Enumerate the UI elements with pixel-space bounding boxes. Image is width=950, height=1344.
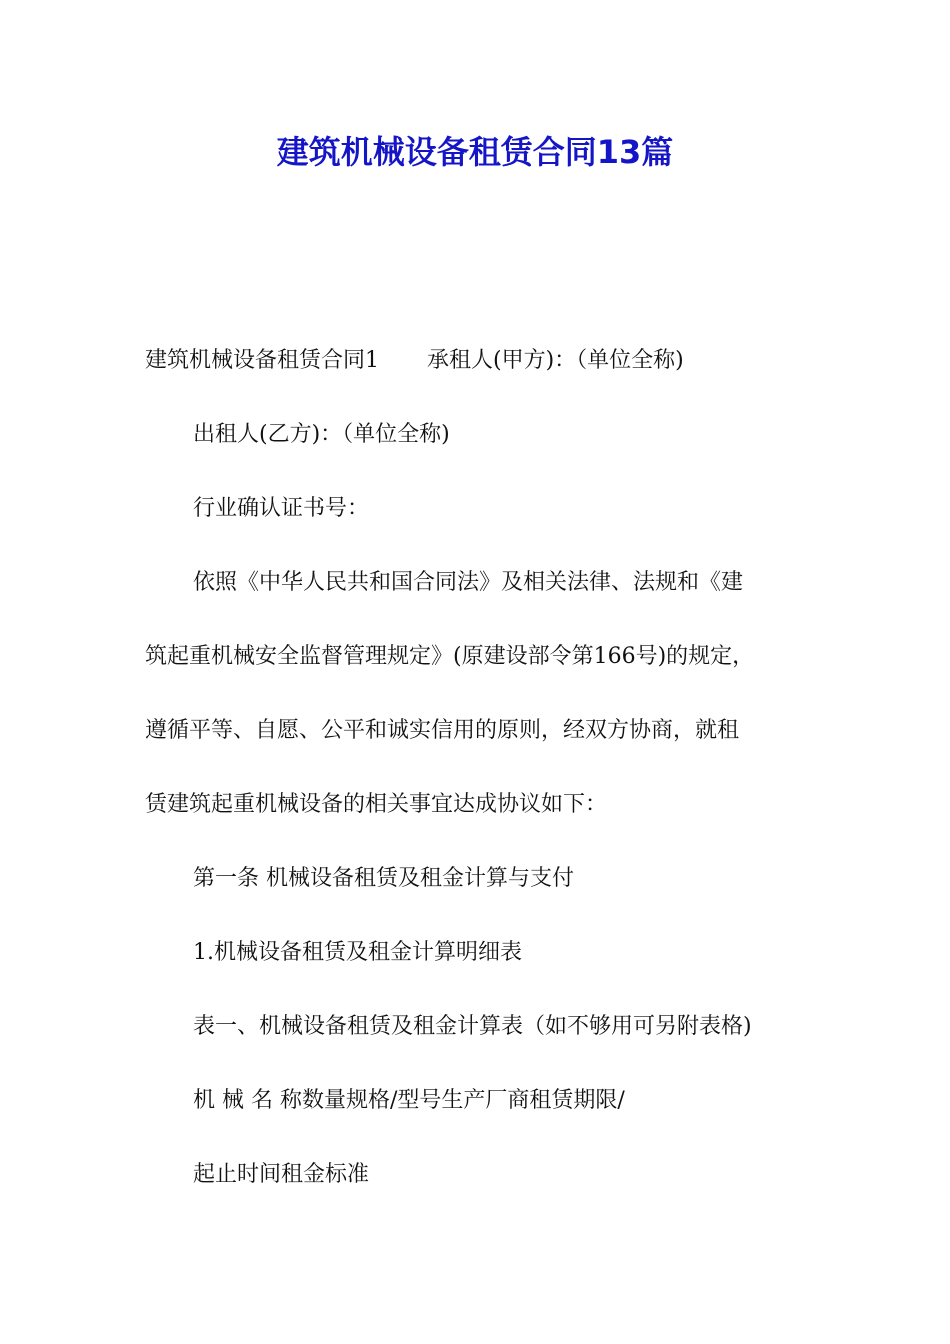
contract-heading-line [145,346,684,376]
paragraph-line: 赁建筑起重机械设备的相关事宜达成协议如下： [145,792,608,817]
section-heading: 1.机械设备租赁及租金计算明细表 [193,940,522,965]
paragraph-line: 依照《中华人民共和国合同法》及相关法律、法规和《建 [193,570,744,595]
paragraph-line: 筑起重机械安全监督管理规定》(原建设部令第166号)的规定， [145,644,755,669]
article-heading: 第一条 机械设备租赁及租金计算与支付 [193,866,574,891]
contract-number-heading: 建筑机械设备租赁合同1 [145,348,379,373]
table-header-line: 起止时间租金标准 [193,1162,370,1187]
document-title: 建筑机械设备租赁合同13篇 [276,133,674,171]
paragraph-line: 遵循平等、自愿、公平和诚实信用的原则，经双方协商，就租 [145,718,740,743]
table-caption: 表一、机械设备租赁及租金计算表（如不够用可另附表格) [193,1014,752,1039]
table-header-line: 机 械 名 称数量规格/型号生产厂商租赁期限/ [193,1088,625,1113]
lessee-party-label: 承租人(甲方)：（单位全称) [427,348,684,373]
certificate-number-line: 行业确认证书号： [193,496,370,521]
lessor-party-line: 出租人(乙方)：（单位全称) [193,422,450,447]
